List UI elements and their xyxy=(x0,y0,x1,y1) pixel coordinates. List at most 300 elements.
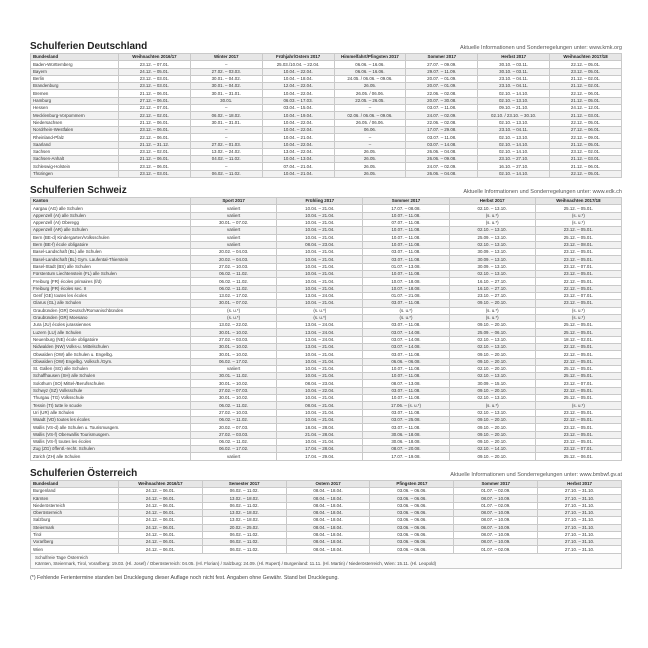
date-cell: 02.10. – 13.10. xyxy=(449,227,535,234)
date-cell: 10.04. – 21.04. xyxy=(277,373,363,380)
date-cell: 10.04. – 22.04. xyxy=(262,119,334,126)
date-cell: 06.02. – 17.02. xyxy=(191,358,277,365)
date-cell: 20.02. – 25.02. xyxy=(202,524,286,531)
date-cell: 06.02. – 11.02. xyxy=(202,531,286,538)
table-row xyxy=(31,68,622,75)
date-cell: 13.04. – 24.04. xyxy=(277,322,363,329)
date-cell: 13.02. – 17.02. xyxy=(191,292,277,299)
region-name: Bayern xyxy=(31,68,119,75)
date-cell: 01.07. – 21.08. xyxy=(363,292,449,299)
date-cell: 22.12. – 05.01. xyxy=(535,358,621,365)
date-cell: 17.07. – 19.08. xyxy=(363,453,449,460)
region-name: Aargau (AG) alle Schulen xyxy=(31,205,191,212)
table-row xyxy=(31,488,622,495)
date-cell: 06.06. – 16.06. xyxy=(334,68,406,75)
table-row xyxy=(31,307,622,314)
date-cell: 03.07. – 14.08. xyxy=(406,141,478,148)
date-cell: 23.12. – 08.01. xyxy=(535,241,621,248)
section-note: Aktuelle Informationen und Sonderregelungen unter: www.bmbwf.gv.at xyxy=(450,471,622,478)
column-header: Pfingsten 2017 xyxy=(370,480,454,487)
region-name: Wien xyxy=(31,546,119,553)
date-cell: 25.12. – 05.01. xyxy=(535,329,621,336)
date-cell: 27.02. – 01.03. xyxy=(190,141,262,148)
date-cell: 03.07. – 11.08. xyxy=(363,249,449,256)
date-cell: 25.12. – 05.01. xyxy=(535,395,621,402)
column-header: Herbst 2017 xyxy=(449,198,535,205)
date-cell: 10.04. – 21.04. xyxy=(277,416,363,423)
date-cell: 08.04. – 18.04. xyxy=(286,524,370,531)
date-cell: 09.10. – 20.10. xyxy=(449,322,535,329)
region-name: Neuenburg (NE) école obligatoire xyxy=(31,336,191,343)
section-header xyxy=(30,40,622,52)
date-cell: 27.10. – 31.10. xyxy=(538,495,622,502)
table-row xyxy=(31,517,622,524)
section-austria xyxy=(30,467,622,569)
date-cell: (s. u.*) xyxy=(449,314,535,321)
region-name: Hamburg xyxy=(31,97,119,104)
date-cell: 23.12. – 06.01. xyxy=(119,163,191,170)
table-row xyxy=(31,97,622,104)
table-row xyxy=(31,395,622,402)
header-row xyxy=(31,480,622,487)
column-header: Semester 2017 xyxy=(202,480,286,487)
date-cell: 03.07. – 11.08. xyxy=(363,351,449,358)
date-cell: 06.02. – 11.02. xyxy=(191,416,277,423)
column-header: Weihnachten 2016/17 xyxy=(119,54,191,61)
date-cell: 06.02. – 11.02. xyxy=(191,285,277,292)
table-row xyxy=(31,271,622,278)
date-cell: 08.07. – 10.09. xyxy=(454,495,538,502)
date-cell: 24.12. – 06.01. xyxy=(119,509,203,516)
date-cell: – xyxy=(190,126,262,133)
region-name: Hessen xyxy=(31,105,119,112)
date-cell: 03.07. – 14.08. xyxy=(363,329,449,336)
table-row xyxy=(31,241,622,248)
date-cell: 08.07. – 10.09. xyxy=(454,531,538,538)
date-cell: 23.10. – 04.11. xyxy=(478,83,550,90)
date-cell: 27.10. – 31.10. xyxy=(538,509,622,516)
date-cell: 10.04. – 21.04. xyxy=(277,271,363,278)
date-cell: 16.10. – 27.10. xyxy=(449,278,535,285)
date-cell: 30.01. – 31.01. xyxy=(190,90,262,97)
footnote: (*) Fehlende Ferientermine standen bei Drucklegung dieser Auflage noch nicht fest. Angaben ohne Gewähr. Stand bei Drucklegung. xyxy=(30,574,339,581)
region-name: Sachsen xyxy=(31,148,119,155)
table-switzerland xyxy=(30,197,622,461)
region-name: Bremen xyxy=(31,90,119,97)
date-cell: 09.10. – 20.10. xyxy=(449,387,535,394)
region-name: Sachsen-Anhalt xyxy=(31,156,119,163)
date-cell: 17.04. – 29.04. xyxy=(277,453,363,460)
date-cell: 10.04. – 21.04. xyxy=(277,256,363,263)
date-cell: 17.07. – 29.08. xyxy=(406,126,478,133)
date-cell: 10.04. – 22.04. xyxy=(277,387,363,394)
date-cell: 30.01. – 10.02. xyxy=(191,329,277,336)
date-cell: 03.06. – 06.06. xyxy=(370,502,454,509)
region-name: Appenzell (AI) Oberegg xyxy=(31,219,191,226)
calendar-page xyxy=(30,40,622,581)
date-cell: 22.12. – 05.01. xyxy=(550,170,622,177)
table-austria xyxy=(30,480,622,569)
region-name: Thüringen xyxy=(31,170,119,177)
date-cell: 01.07. – 02.09. xyxy=(454,502,538,509)
table-row xyxy=(31,365,622,372)
footer-text: Kärnten, Steiermark, Tirol, Vorarlberg: 19.03. (Hl. Josef) / Oberösterreich: 04.05. (Hl. Florian) / Salzburg: 24.09. (Hl. Rupert) / Burgenland: 11.11. (Hl. Martin) / Niederösterreich, Wien: 15.11. (Hl. Leopold) xyxy=(35,560,437,566)
date-cell: 30.01. – 07.02. xyxy=(191,219,277,226)
date-cell: – xyxy=(190,163,262,170)
date-cell: 10.07. – 18.08. xyxy=(363,285,449,292)
date-cell: 13.04. – 24.04. xyxy=(277,292,363,299)
date-cell: 01.07. – 02.09. xyxy=(454,546,538,553)
date-cell: 08.04. – 23.04. xyxy=(277,380,363,387)
date-cell: 21.12. – 06.01. xyxy=(550,163,622,170)
date-cell: 08.04. – 18.04. xyxy=(286,531,370,538)
date-cell: 30.01. – 04.02. xyxy=(190,75,262,82)
table-row xyxy=(31,75,622,82)
region-name: Burgenland xyxy=(31,488,119,495)
date-cell: (s. u.*) xyxy=(535,307,621,314)
date-cell: 13.02. – 24.02. xyxy=(190,148,262,155)
date-cell: 26.05. / 06.06. xyxy=(334,119,406,126)
region-name: Zürich (ZH) alle Schulen xyxy=(31,453,191,460)
date-cell: – xyxy=(190,61,262,68)
date-cell: 06.02. – 18.02. xyxy=(190,112,262,119)
date-cell: 23.12. – 07.01. xyxy=(535,446,621,453)
date-cell: variiert xyxy=(191,234,277,241)
table-row xyxy=(31,343,622,350)
date-cell: 25.12. – 05.01. xyxy=(535,205,621,212)
date-cell: 24.05. / 06.06. – 09.06. xyxy=(334,75,406,82)
table-row xyxy=(31,322,622,329)
date-cell: 10.04. – 22.04. xyxy=(262,68,334,75)
date-cell: 23.12. – 05.01. xyxy=(535,431,621,438)
date-cell: 20.02. – 04.03. xyxy=(191,249,277,256)
region-name: Nidwalden (NW) Volks-u. Mittelschulen xyxy=(31,343,191,350)
date-cell: 10.04. – 21.04. xyxy=(277,409,363,416)
date-cell: 24.12. – 06.01. xyxy=(119,488,203,495)
table-row xyxy=(31,358,622,365)
table-row xyxy=(31,105,622,112)
table-row xyxy=(31,300,622,307)
date-cell: 08.04. – 18.04. xyxy=(286,509,370,516)
date-cell: 26.05. / 06.06. xyxy=(334,90,406,97)
date-cell: 06.02. – 11.02. xyxy=(191,271,277,278)
date-cell: 30.01. – 10.02. xyxy=(191,351,277,358)
date-cell: 30.09. – 13.10. xyxy=(449,263,535,270)
date-cell: 09.10. – 20.10. xyxy=(449,300,535,307)
date-cell: 10.04. – 21.04. xyxy=(277,365,363,372)
region-name: Oberösterreich xyxy=(31,509,119,516)
table-row xyxy=(31,546,622,553)
date-cell: 10.04. – 21.04. xyxy=(277,234,363,241)
date-cell: 02.10. – 14.10. xyxy=(478,170,550,177)
date-cell: 03.06. – 06.06. xyxy=(370,495,454,502)
date-cell: 20.07. – 01.09. xyxy=(406,83,478,90)
date-cell: 02.10. – 13.10. xyxy=(449,205,535,212)
region-name: Salzburg xyxy=(31,517,119,524)
date-cell: 23.12. – 06.01. xyxy=(119,126,191,133)
date-cell: 26.06. – 04.08. xyxy=(406,148,478,155)
date-cell: 21.12. – 02.01. xyxy=(550,83,622,90)
date-cell: 10.04. – 21.04. xyxy=(277,227,363,234)
table-row xyxy=(31,524,622,531)
date-cell: 02.10. – 14.10. xyxy=(449,446,535,453)
date-cell: 10.04. – 21.04. xyxy=(277,263,363,270)
date-cell: 10.04. – 22.04. xyxy=(262,126,334,133)
date-cell: 08.07. – 10.09. xyxy=(454,524,538,531)
section-header xyxy=(30,467,622,479)
date-cell: 25.12. – 05.01. xyxy=(535,234,621,241)
date-cell: 20.07. – 30.08. xyxy=(406,97,478,104)
date-cell: 24.12. – 06.01. xyxy=(119,517,203,524)
date-cell: 03.07. – 14.08. xyxy=(363,343,449,350)
region-name: Niedersachsen xyxy=(31,119,119,126)
date-cell: 21.12. – 06.01. xyxy=(119,156,191,163)
date-cell: 21.12. – 05.01. xyxy=(550,141,622,148)
date-cell: 09.10. – 20.10. xyxy=(449,431,535,438)
column-header: Herbst 2017 xyxy=(478,54,550,61)
region-name: Obwalden (OW) Engelbg. Volksch./Gym. xyxy=(31,358,191,365)
date-cell: 02.10. – 13.10. xyxy=(478,97,550,104)
table-row xyxy=(31,531,622,538)
table-row xyxy=(31,314,622,321)
date-cell: 22.12. – 02.01. xyxy=(119,112,191,119)
date-cell: 21.12. – 03.01. xyxy=(550,156,622,163)
date-cell: 26.05. xyxy=(334,156,406,163)
date-cell: 10.04. – 19.04. xyxy=(262,112,334,119)
date-cell: – xyxy=(334,134,406,141)
table-row xyxy=(31,263,622,270)
date-cell: 23.12. – 07.01. xyxy=(535,292,621,299)
date-cell: 30.01. – 10.02. xyxy=(191,395,277,402)
region-name: Brandenburg xyxy=(31,83,119,90)
date-cell: 25.12. – 06.01. xyxy=(535,453,621,460)
date-cell: 24.12. – 12.01. xyxy=(550,105,622,112)
date-cell: 03.07. – 11.08. xyxy=(363,300,449,307)
date-cell: 21.12. – 02.01. xyxy=(550,75,622,82)
date-cell: 06.06. – 16.06. xyxy=(334,61,406,68)
column-header: Weihnachten 2016/17 xyxy=(119,480,203,487)
region-name: Uri (UR) alle Schulen xyxy=(31,409,191,416)
region-name: Nordrhein-Westfalen xyxy=(31,126,119,133)
date-cell: 10.04. – 22.04. xyxy=(262,90,334,97)
date-cell: 27.02. – 03.03. xyxy=(191,431,277,438)
date-cell: 10.04. – 21.04. xyxy=(277,249,363,256)
date-cell: 09.10. – 20.10. xyxy=(449,351,535,358)
date-cell: 26.06. – 04.08. xyxy=(406,170,478,177)
date-cell: 06.02. – 11.02. xyxy=(191,402,277,409)
region-name: Niederösterreich xyxy=(31,502,119,509)
date-cell: 23.12. – 07.01. xyxy=(119,61,191,68)
table-row xyxy=(31,90,622,97)
date-cell: 18.04. – 28.04. xyxy=(277,424,363,431)
section-note: Aktuelle Informationen und Sonderregelungen unter: www.edk.ch xyxy=(463,189,622,196)
date-cell: – xyxy=(190,105,262,112)
table-row xyxy=(31,219,622,226)
region-name: Mecklenburg-Vorpommern xyxy=(31,112,119,119)
date-cell: 06.02. – 11.02. xyxy=(191,278,277,285)
date-cell: 03.06. – 06.06. xyxy=(370,509,454,516)
column-header: Weihnachten 2017/18 xyxy=(535,198,621,205)
date-cell: 22.06. – 02.08. xyxy=(406,90,478,97)
date-cell: 26.05. xyxy=(334,83,406,90)
date-cell: 02.10. – 13.10. xyxy=(449,336,535,343)
date-cell: – xyxy=(190,134,262,141)
date-cell: 09.10. – 20.10. xyxy=(449,416,535,423)
region-name: Jura (JU) écoles jurassiennes xyxy=(31,322,191,329)
date-cell: 30.09. – 15.10. xyxy=(449,380,535,387)
column-header: Winter 2017 xyxy=(190,54,262,61)
date-cell: 23.10. – 04.11. xyxy=(478,75,550,82)
date-cell: 17.07. – 08.08. xyxy=(363,205,449,212)
date-cell: 21.12. – 05.01. xyxy=(550,97,622,104)
region-name: St. Gallen (SG) alle Schulen xyxy=(31,365,191,372)
table-germany xyxy=(30,53,622,178)
date-cell: 10.07. – 11.08. xyxy=(363,271,449,278)
date-cell: 09.10. – 20.10. xyxy=(449,424,535,431)
date-cell: 24.12. – 06.01. xyxy=(119,531,203,538)
region-name: Luzern (LU) alle Schulen xyxy=(31,329,191,336)
date-cell: 26.05. xyxy=(334,163,406,170)
region-name: Solothurn (SO) Mittel-/Berufsschulen xyxy=(31,380,191,387)
date-cell: (s. u.*) xyxy=(449,212,535,219)
date-cell: 27.10. – 31.10. xyxy=(538,502,622,509)
date-cell: variiert xyxy=(191,227,277,234)
table-row xyxy=(31,329,622,336)
section-note: Aktuelle Informationen und Sonderregelungen unter: www.kmk.org xyxy=(459,45,622,51)
table-row xyxy=(31,249,622,256)
date-cell: 02.10. – 20.10. xyxy=(449,365,535,372)
date-cell: 24.12. – 06.01. xyxy=(119,539,203,546)
date-cell: 09.10. – 20.10. xyxy=(449,358,535,365)
date-cell: 23.12. – 05.01. xyxy=(535,256,621,263)
table-row xyxy=(31,170,622,177)
date-cell: 24.07. – 02.09. xyxy=(406,112,478,119)
region-name: Saarland xyxy=(31,141,119,148)
region-name: Graubünden (GR) Moesano xyxy=(31,314,191,321)
date-cell: 27.10. – 31.10. xyxy=(538,531,622,538)
date-cell: 22.12. – 05.01. xyxy=(550,119,622,126)
date-cell: 21.12. – 06.01. xyxy=(119,119,191,126)
date-cell: 23.12. – 03.01. xyxy=(119,83,191,90)
date-cell: 30.01. – 11.02. xyxy=(191,373,277,380)
date-cell: 25.09. – 13.10. xyxy=(449,234,535,241)
column-header: Kanton xyxy=(31,198,191,205)
date-cell: 26.06. – 09.08. xyxy=(406,156,478,163)
date-cell: 03.06. – 06.06. xyxy=(370,488,454,495)
date-cell: 02.10. – 13.10. xyxy=(478,134,550,141)
date-cell: 27.02. – 10.03. xyxy=(191,409,277,416)
date-cell: 13.04. – 24.04. xyxy=(277,336,363,343)
date-cell: 02.10. – 13.10. xyxy=(449,409,535,416)
date-cell: 23.12. – 05.01. xyxy=(535,300,621,307)
date-cell: 27.10. – 31.10. xyxy=(538,539,622,546)
date-cell: 22.12. – 05.01. xyxy=(535,343,621,350)
date-cell: 27.02. – 03.03. xyxy=(191,336,277,343)
section-header xyxy=(30,184,622,196)
date-cell: 08.04. – 18.04. xyxy=(286,539,370,546)
date-cell: – xyxy=(334,141,406,148)
date-cell: 22.12. – 07.01. xyxy=(119,105,191,112)
table-row xyxy=(31,453,622,460)
date-cell: 02.10. – 13.10. xyxy=(449,395,535,402)
date-cell: 02.10. – 13.10. xyxy=(449,343,535,350)
column-header: Sommer 2017 xyxy=(363,198,449,205)
date-cell: variiert xyxy=(191,205,277,212)
date-cell: 27.10. – 31.10. xyxy=(538,517,622,524)
date-cell: 06.02. – 11.02. xyxy=(202,502,286,509)
date-cell: variiert xyxy=(191,212,277,219)
date-cell: 23.10. – 27.10. xyxy=(478,156,550,163)
date-cell: (s. u.*) xyxy=(535,219,621,226)
date-cell: 03.07. – 11.08. xyxy=(406,105,478,112)
date-cell: 06.03. – 17.03. xyxy=(262,97,334,104)
date-cell: 24.12. – 06.01. xyxy=(119,524,203,531)
table-row xyxy=(31,119,622,126)
column-header: Weihnachten 2017/18 xyxy=(550,54,622,61)
date-cell: 22.12. – 09.01. xyxy=(550,134,622,141)
date-cell: 30.01. xyxy=(190,97,262,104)
region-name: Wallis (VS-f) toutes les écoles xyxy=(31,438,191,445)
date-cell: 18.12. – 02.01. xyxy=(535,336,621,343)
table-row xyxy=(31,373,622,380)
table-row xyxy=(31,126,622,133)
date-cell: 10.04. – 21.04. xyxy=(262,134,334,141)
date-cell: 22.05. – 26.05. xyxy=(334,97,406,104)
table-row xyxy=(31,495,622,502)
date-cell: 24.07. – 02.09. xyxy=(406,163,478,170)
region-name: Schwyz (SZ) Volksschule xyxy=(31,387,191,394)
date-cell: 06.02. – 11.02. xyxy=(190,170,262,177)
date-cell: 23.12. – 05.01. xyxy=(535,271,621,278)
date-cell: (s. u.*) xyxy=(277,314,363,321)
column-header: Bundesland xyxy=(31,480,119,487)
date-cell: 09.10. – 20.10. xyxy=(449,438,535,445)
table-row xyxy=(31,502,622,509)
region-name: Basel-Landschaft (BL) alle Schulen xyxy=(31,249,191,256)
region-name: Genf (GE) toutes les écoles xyxy=(31,292,191,299)
date-cell: 02.10. / 23.10. – 30.10. xyxy=(478,112,550,119)
table-row xyxy=(31,156,622,163)
date-cell: 26.05. xyxy=(334,148,406,155)
date-cell: 20.02. – 04.03. xyxy=(191,256,277,263)
region-name: Thurgau (TG) Volksschule xyxy=(31,395,191,402)
date-cell: 16.10. – 27.10. xyxy=(478,163,550,170)
table-row xyxy=(31,402,622,409)
date-cell: 30.09. – 13.10. xyxy=(449,256,535,263)
region-name: Vorarlberg xyxy=(31,539,119,546)
date-cell: 10.04. – 13.04. xyxy=(262,156,334,163)
date-cell: 30.01. – 31.01. xyxy=(190,119,262,126)
date-cell: 22.12. – 05.01. xyxy=(550,61,622,68)
date-cell: 03.06. – 06.06. xyxy=(370,517,454,524)
date-cell: 08.07. – 10.09. xyxy=(454,509,538,516)
region-name: Steiermark xyxy=(31,524,119,531)
date-cell: 13.02. – 18.02. xyxy=(202,517,286,524)
date-cell: 10.04. – 21.04. xyxy=(277,351,363,358)
date-cell: 30.01. – 10.02. xyxy=(191,380,277,387)
date-cell: 27.12. – 06.01. xyxy=(119,97,191,104)
column-header: Frühjahr/Ostern 2017 xyxy=(262,54,334,61)
date-cell: 13.04. – 24.04. xyxy=(277,329,363,336)
table-row xyxy=(31,351,622,358)
region-name: Schaffhausen (SH) alle Schulen xyxy=(31,373,191,380)
region-name: Wallis (VS-d) alle Schulen u. Tourismusgem. xyxy=(31,424,191,431)
footer-cell xyxy=(31,553,622,568)
region-name: Tessin (TI) tutte le scuole xyxy=(31,402,191,409)
region-name: Glarus (GL) alle Schulen xyxy=(31,300,191,307)
date-cell: 08.07. – 10.09. xyxy=(454,539,538,546)
date-cell: 25.12. – 05.01. xyxy=(535,365,621,372)
